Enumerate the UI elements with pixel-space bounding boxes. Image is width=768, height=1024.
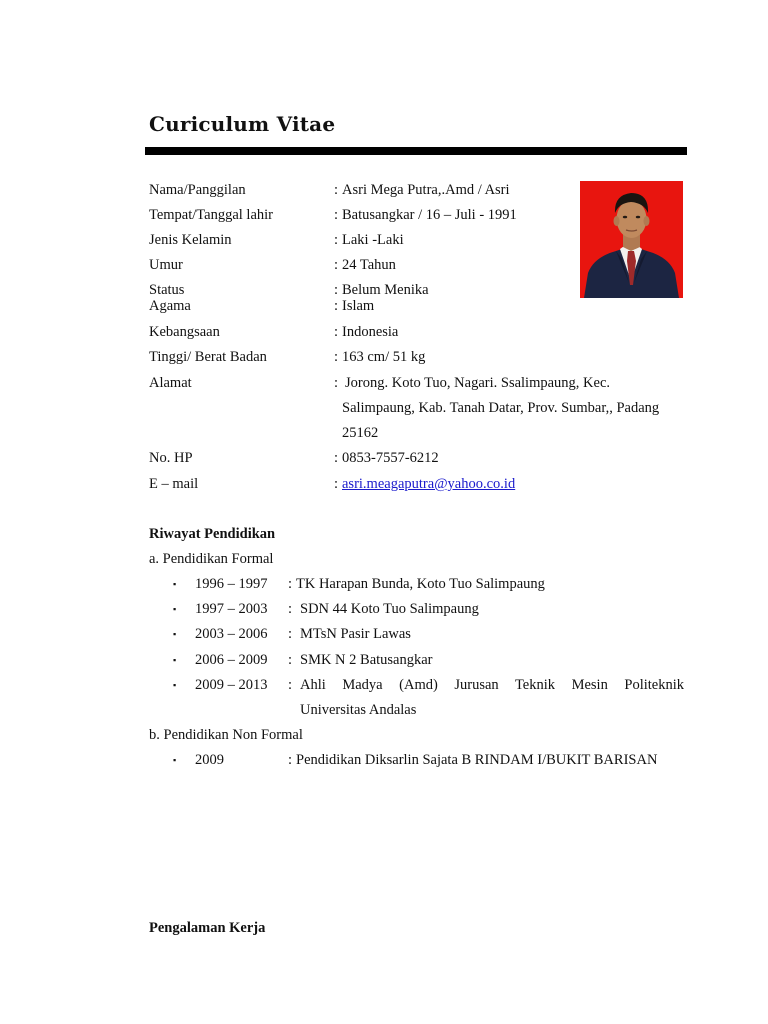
training-sep: : (288, 752, 293, 768)
education-sep: : (288, 601, 293, 617)
bullet-icon: ▪ (173, 579, 177, 589)
title-divider (145, 147, 687, 155)
address-line-2: Salimpaung, Kab. Tanah Datar, Prov. Sumbar,, Padang (342, 400, 660, 416)
experience-heading: Pengalaman Kerja (149, 920, 266, 936)
field-sep-phone: : (334, 450, 339, 466)
field-label-name: Nama/Panggilan (149, 182, 246, 198)
field-label-gender: Jenis Kelamin (149, 232, 232, 248)
field-sep-religion: : (334, 298, 339, 314)
bullet-icon: ▪ (173, 655, 177, 665)
field-value-age: 24 Tahun (342, 257, 396, 273)
field-label-birth: Tempat/Tanggal lahir (149, 207, 273, 223)
education-years: 1997 – 2003 (195, 601, 268, 617)
field-value-name: Asri Mega Putra,.Amd / Asri (342, 182, 510, 198)
nonformal-education-label: b. Pendidikan Non Formal (149, 727, 303, 743)
education-school: Ahli Madya (Amd) Jurusan Teknik Mesin Politeknik (300, 677, 684, 693)
education-sep: : (288, 626, 293, 642)
education-years: 2009 – 2013 (195, 677, 268, 693)
field-sep-age: : (334, 257, 339, 273)
field-sep-gender: : (334, 232, 339, 248)
field-label-status: Status (149, 282, 185, 298)
education-sep: : (288, 677, 293, 693)
field-value-nationality: Indonesia (342, 324, 399, 340)
address-line-3: 25162 (342, 425, 379, 441)
education-years: 2003 – 2006 (195, 626, 268, 642)
field-sep-height-weight: : (334, 349, 339, 365)
bullet-icon: ▪ (173, 604, 177, 614)
bullet-icon: ▪ (173, 680, 177, 690)
address-line-1: Jorong. Koto Tuo, Nagari. Ssalimpaung, Kec. (345, 375, 611, 391)
bullet-icon: ▪ (173, 755, 177, 765)
field-label-email: E – mail (149, 476, 199, 492)
field-sep-address: : (334, 375, 339, 391)
field-value-status: Belum Menika (342, 282, 429, 298)
field-sep-nationality: : (334, 324, 339, 340)
education-school: TK Harapan Bunda, Koto Tuo Salimpaung (296, 576, 545, 592)
education-years: 1996 – 1997 (195, 576, 268, 592)
field-value-birth: Batusangkar / 16 – Juli - 1991 (342, 207, 517, 223)
field-label-phone: No. HP (149, 450, 193, 466)
education-school: SMK N 2 Batusangkar (300, 652, 433, 668)
profile-photo (580, 181, 683, 298)
education-years: 2006 – 2009 (195, 652, 268, 668)
field-sep-birth: : (334, 207, 339, 223)
field-label-age: Umur (149, 257, 183, 273)
field-sep-email: : (334, 476, 339, 492)
email-link[interactable]: asri.meagaputra@yahoo.co.id (342, 476, 516, 492)
education-school: SDN 44 Koto Tuo Salimpaung (300, 601, 479, 617)
training-year: 2009 (195, 752, 224, 768)
field-label-nationality: Kebangsaan (149, 324, 220, 340)
formal-education-label: a. Pendidikan Formal (149, 551, 274, 567)
field-sep-name: : (334, 182, 339, 198)
field-value-phone: 0853-7557-6212 (342, 450, 439, 466)
field-sep-status: : (334, 282, 339, 298)
training-name: Pendidikan Diksarlin Sajata B RINDAM I/BUKIT BARISAN (296, 752, 658, 768)
education-heading: Riwayat Pendidikan (149, 526, 276, 542)
field-label-height-weight: Tinggi/ Berat Badan (149, 349, 267, 365)
education-sep: : (288, 652, 293, 668)
education-school: MTsN Pasir Lawas (300, 626, 411, 642)
field-value-height-weight: 163 cm/ 51 kg (342, 349, 426, 365)
education-school-continued: Universitas Andalas (300, 702, 417, 718)
education-sep: : (288, 576, 293, 592)
bullet-icon: ▪ (173, 629, 177, 639)
cv-title: Curiculum Vitae (149, 112, 336, 136)
field-label-religion: Agama (149, 298, 191, 314)
field-value-gender: Laki -Laki (342, 232, 404, 248)
field-value-religion: Islam (342, 298, 375, 314)
field-label-address: Alamat (149, 375, 192, 391)
